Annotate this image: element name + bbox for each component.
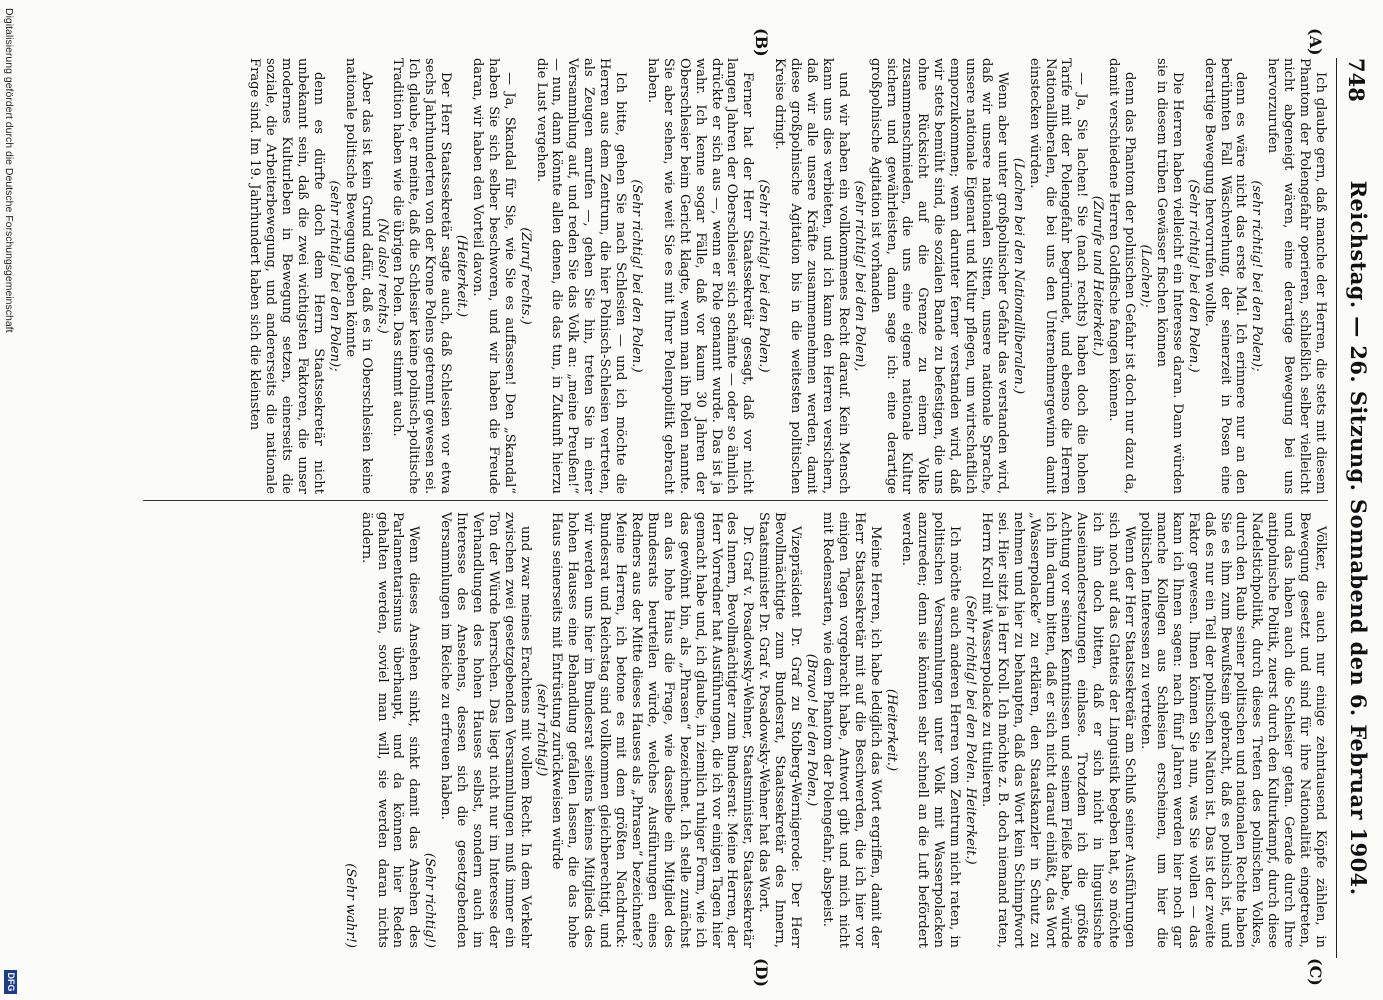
dfg-logo: DFG (4, 970, 17, 994)
paragraph: Dr. Graf v. Posadowsky-Wehner, Staatsminister, Staatssekretär des Innern, Bevollmächtigter zum Bundesrat: Meine Herren, der Herr Vorredner hat Ausführungen, die ich vor einigen Tagen hier gemacht habe und, ich glaube, in ziemlich ruhiger Form, wie ich das gewöhnt bin, als „Phrasen“ bezeichnet. Ich stelle zunächst an das hohe Haus die Frage, wie dasselbe ein Mitglied des Bundesrats beurteilen würde, welches Ausführungen eines Redners aus der Mitte dieses Hauses als „Phrasen“ bezeichnete? Meine Herren, ich betone es mit dem größten Nachdruck: Bundesrat und Reichstag sind vollkommen gleichberechtigt, und wir werden uns hier im Bundesrat seitens keines Mitglieds des hohen Hauses eine Behandlung gefallen lassen, die das hohe Haus seinerseits mit Entrüstung zurückweisen würde (549, 512, 756, 948)
header-rule (1336, 58, 1337, 958)
interjection: (Sehr richtig! bei den Polen.) (1185, 179, 1201, 373)
interjection: (Bravo! bei den Polen.) (804, 653, 819, 807)
paragraph: Wenn der Herr Staatssekretär am Schluß seiner Ausführungen sich noch auf das Glatteis der Linguistik begeben hat, so möchte ich ihn doch bitten, daß er sich nicht in linguistische Auseinandersetzungen einlasse. Trotzdem ich die größte Achtung vor seinen Kenntnissen und seinem Fleiße habe, würde ich ihn darum bitten, daß er sich nicht darauf einläßt, das Wort „Wasserpolacke“ zu erklären, den Staatskanzler in Schutz zu nehmen und hier zu behaupten, daß das Wort kein Schimpfwort sei. Hier sitzt ja Herr Kroll. Ich möchte z. B. doch niemand raten, Herrn Kroll mit Wasserpolacke zu titulieren. (978, 512, 1138, 948)
interjection: (sehr richtig! bei den Polen), (851, 180, 867, 372)
interjection: (Heiterkeit.) (883, 688, 899, 772)
paragraph: Der Herr Staatssekretär sagte auch, daß Schlesien vor etwa sechs Jahrhunderten von der Krone Polens getrennt gewesen sei. Ich glaube, er meinte, daß die Schlesier keine polnisch-politische Tradition haben wie die übrigen Polen. Das stimmt auch. (390, 58, 454, 494)
interjection: (Na also! rechts.) (374, 218, 390, 334)
paragraph: denn es wäre nicht das erste Mal. Ich erinnere nur an den berühmten Fall Wäschverhung, der seinerzeit in Posen eine derartige Bewegung hervorrufen wollte. (1201, 58, 1249, 494)
margin-mark-b: (B) (752, 28, 771, 57)
paragraph: Meine Herren, ich habe lediglich das Wort ergriffen, damit der Herr Staatssekretär mit auf die Beschwerden, die ich hier vor einigen Tagen vorgebracht habe, Antwort gibt und mich nicht mit Redensarten, wie dem Phantom der Polengefahr, abspeist. (819, 512, 883, 948)
interjection: (sehr richtig!) (533, 683, 549, 777)
digitization-credit: Digitalisierung gefördert durch die Deutsche Forschungsgemeinschaft (3, 8, 15, 333)
interjection: (sehr richtig! bei den Polen); (1249, 180, 1265, 372)
interjection: (Sehr richtig! bei den Polen.) (629, 179, 645, 373)
right-column (143, 512, 1328, 948)
interjection: (Sehr richtig! bei den Polen.) (756, 179, 772, 373)
paragraph: Wenn aber unter großpolnischer Gefahr das verstanden wird, daß wir unsere nationalen Sitten, unsere nationale Sprache, unsere nationale Eigenart und Kultur pflegen, um wirtschaftlich emporzukommen; wenn darunter ferner verstanden wird, daß wir stets bemüht sind, die sozialen Bande zu befestigen, die uns ohne Rücksicht auf die Grenze zu einem Volke zusammenschmieden, die uns eine eigene nationale Kultur sichern und gewährleisten, dann sage ich: eine derartige großpolnische Agitation ist vorhanden (867, 58, 1010, 494)
interjection: (Zurufe und Heiterkeit.) (1090, 195, 1106, 357)
interjection: (Lachen bei den Nationalliberalen.) (1010, 157, 1026, 395)
running-head: Reichstag. — 26. Sitzung. Sonnabend den 6. Februar 1904. (1346, 180, 1371, 896)
paragraph: Ferner hat der Herr Staatssekretär gesagt, daß vor nicht langen Jahren der Oberschlesier sich schämte — oder so ähnlich drückte er sich aus —, wenn er Pole genannt wurde. Das ist ja wahr. Ich kenne sogar Fälle, daß vor kaum 30 Jahren der Oberschlesier beim Gericht klagte, wenn man ihn Polen nannte. Sie aber sehen, wie weit Sie es mit Ihrer Polenpolitik gebracht haben. (644, 58, 756, 494)
paragraph: — Ja, Skandal für Sie, wie Sie es auffassen! Den „Skandal“ haben Sie sich selber beschworen, und wir haben die Freude daran, wir haben den Vorteil davon. (469, 58, 517, 494)
page-header (1335, 58, 1375, 958)
left-column (143, 58, 1328, 494)
interjection: (Sehr richtig! bei den Polen. Heiterkeit.) (963, 595, 979, 865)
interjection: (Sehr wahr!) (342, 863, 358, 948)
paragraph: denn es dürfte doch dem Herrn Staatssekretär nicht unbekannt sein, daß die zwei wichtigsten Faktoren, die unser modernes Kulturleben in Bewegung setzen, einerseits die soziale, die Arbeiterbewegung, und andererseits die nationale Frage sind. Im 19. Jahrhundert haben sich die kleinsten (247, 58, 326, 494)
paragraph: und wir haben ein vollkommenes Recht darauf. Kein Mensch kann uns dies verbieten, und ich kann den Herren versichern, daß wir alle unsere Kräfte zusammennehmen werden, damit diese großpolnische Agitation bis in die weitesten politischen Kreise dringt. (772, 58, 851, 494)
paragraph: Ich möchte auch anderen Herren vom Zentrum nicht raten, in politischen Versammlungen unter Volk mit Wasserpolacken anzureden; denn sie könnten sehr schnell an die Luft befördert werden. (899, 512, 963, 948)
paragraph: Ich glaube gern, daß manche der Herren, die stets mit diesem Phantom der Polengefahr operieren, schließlich selber vielleicht nicht abgeneigt wären, eine derartige Bewegung bei uns hervorzurufen (1265, 58, 1328, 494)
margin-mark-a: (A) (1306, 28, 1325, 56)
interjection: (Heiterkeit.) (454, 234, 470, 318)
paragraph: Ich bitte, gehen Sie nach Schlesien — und ich möchte die Herren aus dem Zentrum, die hier Polnisch-Schlesien vertreten, als Zeugen anrufen —, gehen Sie hin, treten Sie in einer Versammlung auf, und reden Sie das Volk an: „meine Preußen!“ — nun, dann könnte allen denen, die das tun, in Zukunft hierzu die Lust vergehen. (533, 58, 629, 494)
interjection: (Lachen); (1138, 244, 1154, 308)
margin-mark-c: (C) (1306, 958, 1325, 986)
paragraph: — Ja, Sie lachen! Sie (nach rechts) haben doch die hohen Tarife mit der Polengefahr begründet, und ebenso die Herren Nationalliberalen, die bei uns den Unternehmergewinn damit einstecken würden. (1026, 58, 1090, 494)
margin-mark-d: (D) (752, 958, 771, 988)
interjection: (sehr richtig! bei den Polen); (326, 180, 342, 372)
paragraph: Wenn dieses Ansehen sinkt, sinkt damit das Ansehen des Parlamentarismus überhaupt, und da können hier Reden gehalten werden, soviel man will, sie werden daran nichts ändern. (358, 512, 422, 948)
paragraph: Vizepräsident Dr. Graf zu Stolberg-Wernigerode: Der Herr Bevollmächtigte zum Bundesrat, Staatssekretär des Innern, Staatsminister Dr. Graf v. Posadowsky-Wehner hat das Wort. (756, 512, 804, 948)
paragraph: Die Herren haben vielleicht ein Interesse daran. Dann würden sie in diesem trüben Gewässer fischen können (1153, 58, 1185, 494)
interjection: (Sehr richtig!) (422, 852, 438, 948)
paragraph: und zwar meines Erachtens mit vollem Recht. In dem Verkehr zwischen zwei gesetzgebenden Versammlungen muß immer ein Ton der Würde herrschen. Das liegt nicht nur im Interesse der Verhandlungen des hohen Hauses selbst, sondern auch im Interesse des Ansehens, dessen sich die gesetzgebenden Versammlungen im Reiche zu erfreuen haben. (438, 512, 533, 948)
paragraph: Aber das ist kein Grund dafür, daß es in Oberschlesien keine nationale politische Bewegung geben könnte (342, 58, 374, 494)
paragraph: denn das Phantom der polnischen Gefahr ist doch nur dazu da, damit verschiedene Herren Goldfische fangen können. (1106, 58, 1138, 494)
paragraph: Völker, die auch nur einige zehntausend Köpfe zählen, in Bewegung gesetzt und sind für ihre Nationalität eingetreten, und das haben auch die Schlesier getan. Gerade durch Ihre antipolnische Politik, zuerst durch den Kulturkampf, durch diese Nadelstichpolitik, durch dieses Treten des polnischen Volkes, durch den Raub seiner politischen und nationalen Rechte haben Sie es ihm zum Bewußtsein gebracht, daß es polnisch ist, und daß es nur ein Teil der polnischen Nation ist. Das ist der zweite Faktor gewesen. Ihnen können Sie nun, was Sie wollen — das kann ich Ihnen sagen: nach fünf Jahren werden hier noch gar manche Kollegen aus Schlesien erscheinen, um hier die politischen Interessen zu vertreten. (1138, 512, 1328, 948)
column-divider (143, 500, 1328, 501)
interjection: (Zuruf rechts.) (517, 227, 533, 325)
page-number: 748 (1344, 58, 1369, 102)
